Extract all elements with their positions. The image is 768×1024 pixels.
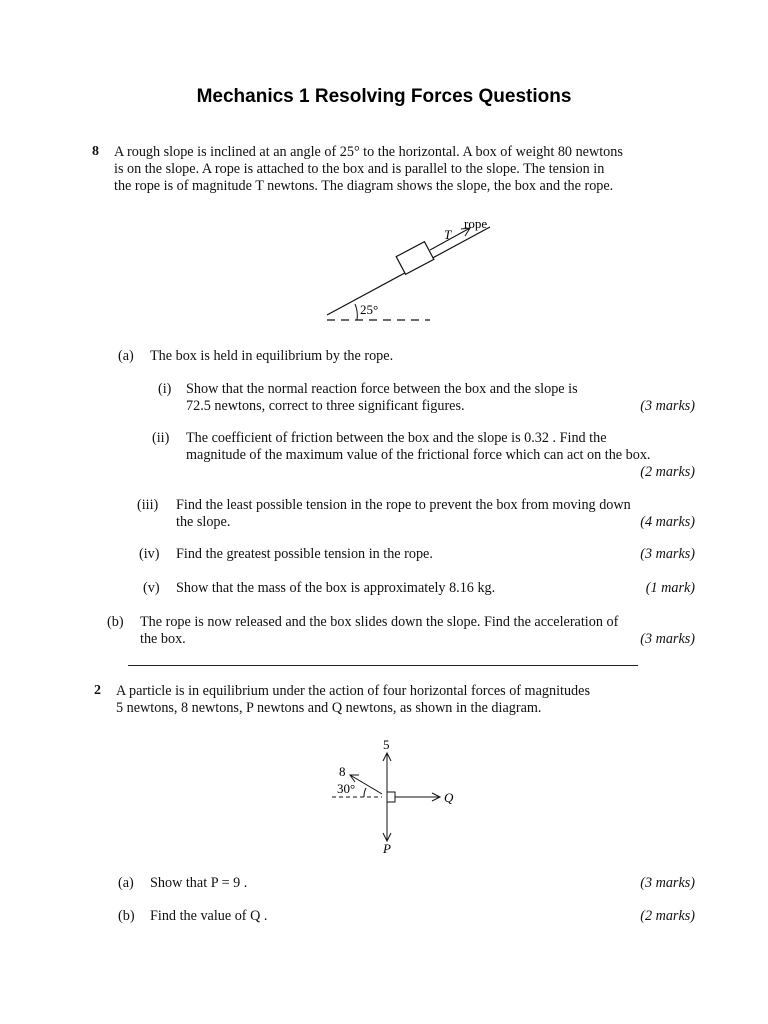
force-p-label: P bbox=[383, 841, 391, 856]
part-a-text: The box is held in equilibrium by the rope. bbox=[150, 348, 394, 364]
part-a-iv-label: (iv) bbox=[139, 546, 160, 562]
angle-arc bbox=[364, 788, 366, 797]
angle-label: 25° bbox=[360, 302, 379, 317]
section-divider bbox=[128, 665, 638, 666]
angle-30-label: 30° bbox=[337, 781, 356, 796]
part-b-line-1: The rope is now released and the box slides down the slope. Find the acceleration of bbox=[140, 614, 619, 630]
q2-part-a-text: Show that P = 9 . bbox=[150, 875, 248, 891]
question-2-intro-line-2: 5 newtons, 8 newtons, P newtons and Q newtons, as shown in the diagram. bbox=[116, 700, 542, 716]
part-b-marks: (3 marks) bbox=[640, 631, 695, 647]
part-a-i-line-2: 72.5 newtons, correct to three significant figures. bbox=[186, 398, 465, 414]
rope-label: rope bbox=[464, 216, 488, 231]
force-5-arrow bbox=[383, 753, 391, 792]
force-q-label: Q bbox=[444, 790, 454, 805]
page-title: Mechanics 1 Resolving Forces Questions bbox=[196, 86, 572, 107]
part-a-label: (a) bbox=[118, 348, 134, 364]
question-8-intro-line-2: is on the slope. A rope is attached to the box and is parallel to the slope. The tension in bbox=[114, 161, 605, 177]
part-a-iii-marks: (4 marks) bbox=[640, 514, 695, 530]
part-a-ii-label: (ii) bbox=[152, 430, 170, 446]
question-8-intro-line-3: the rope is of magnitude T newtons. The diagram shows the slope, the box and the rope. bbox=[114, 178, 614, 194]
part-a-ii-marks: (2 marks) bbox=[640, 464, 695, 480]
particle bbox=[387, 792, 395, 802]
part-a-v-label: (v) bbox=[143, 580, 160, 596]
part-a-i-label: (i) bbox=[158, 381, 172, 397]
q2-part-b-marks: (2 marks) bbox=[640, 908, 695, 924]
box bbox=[396, 242, 434, 275]
q2-part-a-label: (a) bbox=[118, 875, 134, 891]
question-8-number: 8 bbox=[92, 144, 99, 159]
tension-label: T bbox=[444, 227, 452, 242]
q2-part-a-marks: (3 marks) bbox=[640, 875, 695, 891]
q2-part-b-text: Find the value of Q . bbox=[150, 908, 268, 924]
part-a-v-marks: (1 mark) bbox=[645, 580, 695, 596]
part-a-v-line-1: Show that the mass of the box is approximately 8.16 kg. bbox=[176, 580, 496, 596]
force-q-arrow bbox=[393, 793, 440, 801]
part-a-i-marks: (3 marks) bbox=[640, 398, 695, 414]
slope-diagram bbox=[310, 205, 510, 330]
force-5-label: 5 bbox=[383, 737, 390, 752]
part-a-iii-line-1: Find the least possible tension in the rope to prevent the box from moving down bbox=[176, 497, 631, 513]
force-diagram bbox=[320, 732, 470, 857]
part-a-iv-line-1: Find the greatest possible tension in the rope. bbox=[176, 546, 433, 562]
angle-arc bbox=[355, 304, 357, 320]
part-b-line-2: the box. bbox=[140, 631, 186, 647]
part-a-iii-label: (iii) bbox=[137, 497, 159, 513]
force-p-arrow bbox=[383, 802, 391, 841]
part-a-ii-line-1: The coefficient of friction between the box and the slope is 0.32 . Find the bbox=[186, 430, 607, 446]
part-a-ii-line-2: magnitude of the maximum value of the frictional force which can act on the box. bbox=[186, 447, 651, 463]
question-2-intro-line-1: A particle is in equilibrium under the action of four horizontal forces of magnitudes bbox=[116, 683, 590, 699]
part-a-iv-marks: (3 marks) bbox=[640, 546, 695, 562]
question-2-number: 2 bbox=[94, 683, 101, 698]
part-a-i-line-1: Show that the normal reaction force between the box and the slope is bbox=[186, 381, 578, 397]
q2-part-b-label: (b) bbox=[118, 908, 135, 924]
part-a-iii-line-2: the slope. bbox=[176, 514, 231, 530]
part-b-label: (b) bbox=[107, 614, 124, 630]
question-8-intro-line-1: A rough slope is inclined at an angle of 25° to the horizontal. A box of weight 80 newtons bbox=[114, 144, 623, 160]
force-8-label: 8 bbox=[339, 764, 346, 779]
